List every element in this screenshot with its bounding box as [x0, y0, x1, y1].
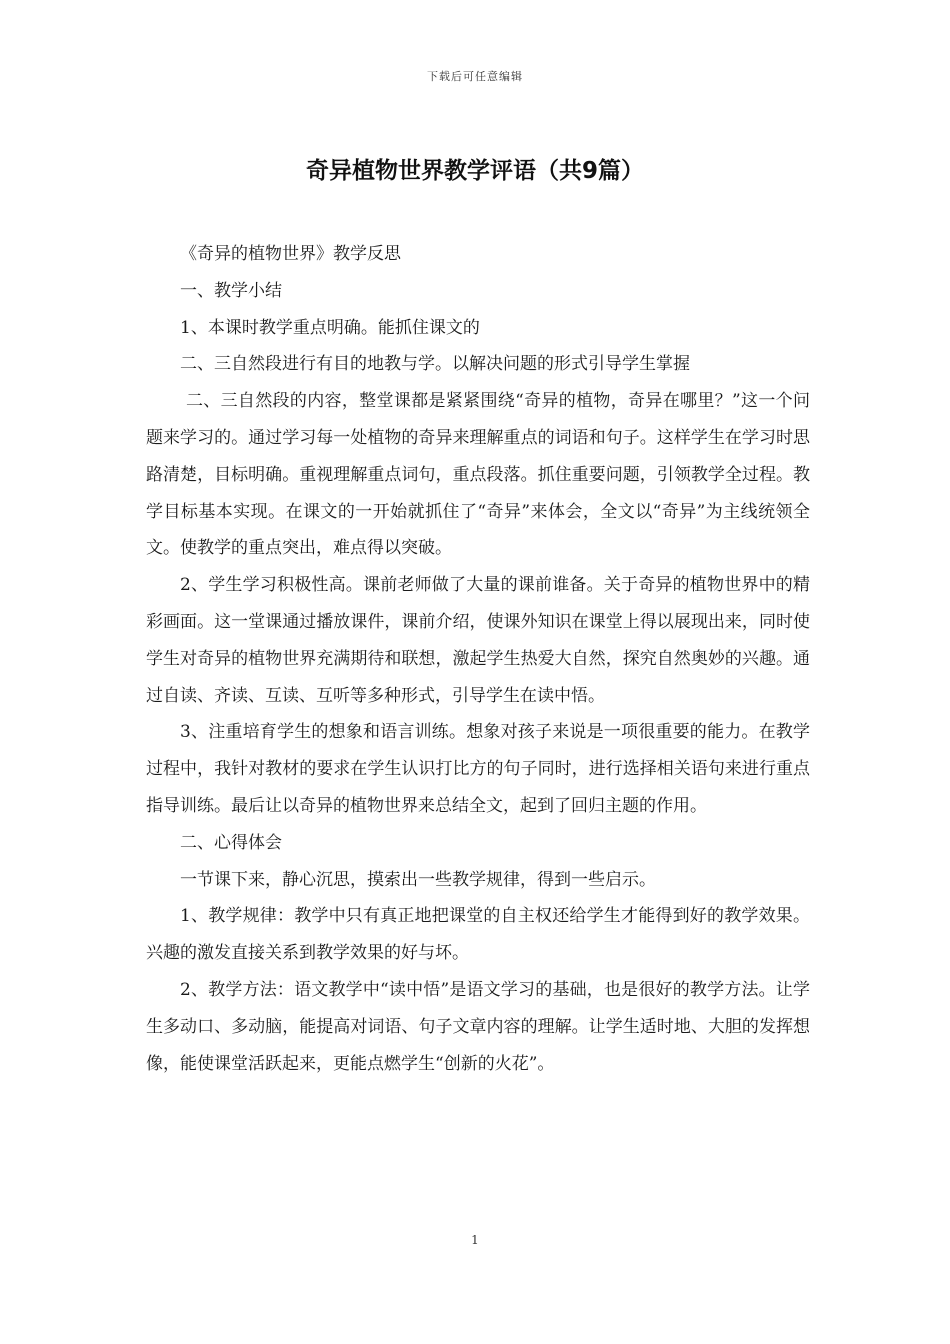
paragraph-subtitle: 《奇异的植物世界》教学反思	[180, 244, 401, 264]
paragraph: 二、三自然段的内容，整堂课都是紧紧围绕“奇异的植物，奇异在哪里？”这一个问题来学习的。通过学习每一处植物的奇异来理解重点的词语和句子。这样学生在学习时思路清楚，目标明确。重视理解重点词句，重点段落。抓住重要问题，引领教学全过程。教学目标基本实现。在课文的一开始就抓住了“奇异”来体会，全文以“奇异”为主线统领全文。使教学的重点突出，难点得以突破。	[146, 391, 810, 559]
document-body	[146, 236, 810, 1082]
document-title: 奇异植物世界教学评语（共9篇）	[305, 158, 644, 184]
paragraph: 一节课下来，静心沉思，摸索出一些教学规律，得到一些启示。	[180, 869, 656, 890]
paragraph: 二、三自然段进行有目的地教与学。以解决问题的形式引导学生掌握	[180, 354, 690, 375]
paragraph: 2、教学方法：语文教学中“读中悟”是语文学习的基础，也是很好的教学方法。让学生多动口、多动脑，能提高对词语、句子文章内容的理解。让学生适时地、大胆的发挥想像，能使课堂活跃起来，更能点燃学生“创新的火花”。	[146, 979, 810, 1074]
header-note: 下载后可任意编辑	[427, 70, 523, 83]
paragraph: 2、学生学习积极性高。课前老师做了大量的课前谁备。关于奇异的植物世界中的精彩画面。这一堂课通过播放课件，课前介绍，使课外知识在课堂上得以展现出来，同时使学生对奇异的植物世界充满期待和联想，激起学生热爱大自然，探究自然奥妙的兴趣。通过自读、齐读、互读、互听等多种形式，引导学生在读中悟。	[146, 575, 810, 706]
page-number: 1	[471, 1233, 479, 1247]
paragraph-section-heading: 二、心得体会	[180, 832, 282, 853]
paragraph: 1、教学规律：教学中只有真正地把课堂的自主权还给学生才能得到好的教学效果。兴趣的激发直接关系到教学效果的好与坏。	[146, 906, 810, 964]
paragraph: 3、注重培育学生的想象和语言训练。想象对孩子来说是一项很重要的能力。在教学过程中，我针对教材的要求在学生认识打比方的句子同时，进行选择相关语句来进行重点指导训练。最后让以奇异的植物世界来总结全文，起到了回归主题的作用。	[146, 722, 810, 816]
paragraph: 1、本课时教学重点明确。能抓住课文的	[180, 317, 480, 338]
paragraph-section-heading: 一、教学小结	[180, 280, 282, 301]
